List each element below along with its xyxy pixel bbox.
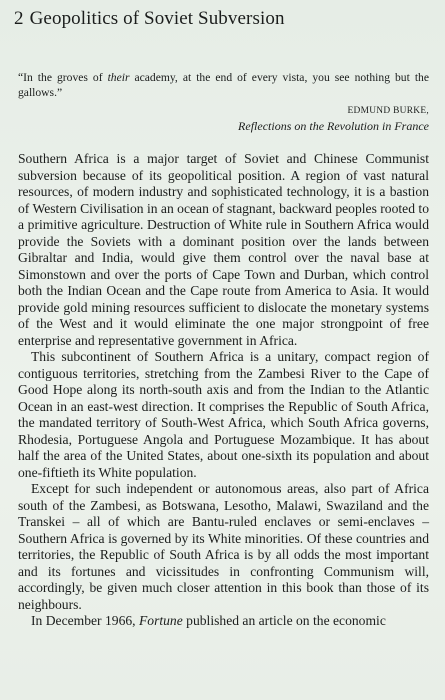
chapter-number: 2 [14,8,24,29]
epigraph-quote-emphasis: their [107,71,130,84]
chapter-title: Geopolitics of Soviet Subversion [29,8,285,29]
paragraph-4-publication: Fortune [138,613,183,628]
epigraph-attribution [18,104,429,134]
chapter-heading [14,8,429,30]
epigraph-quote [18,70,429,100]
epigraph-author: EDMUND BURKE, [347,106,429,116]
epigraph-quote-start: “In the groves of [18,71,108,84]
paragraph-1: Southern Africa is a major target of Soviet and Chinese Communist subversion because of its geopolitical position. A region of vast natural resources, of modern industry and sophisticated technology, it is a bastion of Western Civilisation in an ocean of stagnant, backward peoples rooted to a primitive agriculture. Destruction of White rule in Southern Africa would provide the Soviets with a dominant position over the lands between Gibraltar and India, would give them control over the naval base at Simonstown and over the ports of Cape Town and Durban, which control both the Indian Ocean and the Cape route from America to Asia. It would provide gold mining resources sufficient to dislocate the monetary systems of the West and it would eliminate the one major strongpoint of free enterprise and representative government in Africa. [18,151,429,348]
paragraph-4-end: published an article on the economic [182,613,386,628]
epigraph-work-title: Reflections on the Revolution in France [238,119,429,133]
body-text [18,151,429,630]
paragraph-2: This subcontinent of Southern Africa is a unitary, compact region of contiguous territories, stretching from the Zambesi River to the Cape of Good Hope along its north-south axis and from the Indian to the Atlantic Ocean in an east-west direction. It comprises the Republic of South Africa, the mandated territory of South-West Africa, which South Africa governs, Rhodesia, Portuguese Angola and Portuguese Mozambique. It has about half the area of the United States, about one-sixth its population and about one-fiftieth its White population. [18,349,429,480]
paragraph-4 [18,613,429,630]
epigraph-quote-end: academy, at the end of every vista, you see nothing but the gallows.” [18,71,429,99]
paragraph-3: Except for such independent or autonomous areas, also part of Africa south of the Zambesi, as Botswana, Lesotho, Malawi, Swaziland and the Transkei – all of which are Bantu-ruled enclaves or semi-enclaves – Southern Africa is governed by its White minorities. Of these countries and territories, the Republic of South Africa is by all odds the most important and its fortunes and vicissitudes in confronting Communism will, accordingly, be given much closer attention in this book than those of its neighbours. [18,481,429,612]
paragraph-4-start: In December 1966, [31,613,139,628]
